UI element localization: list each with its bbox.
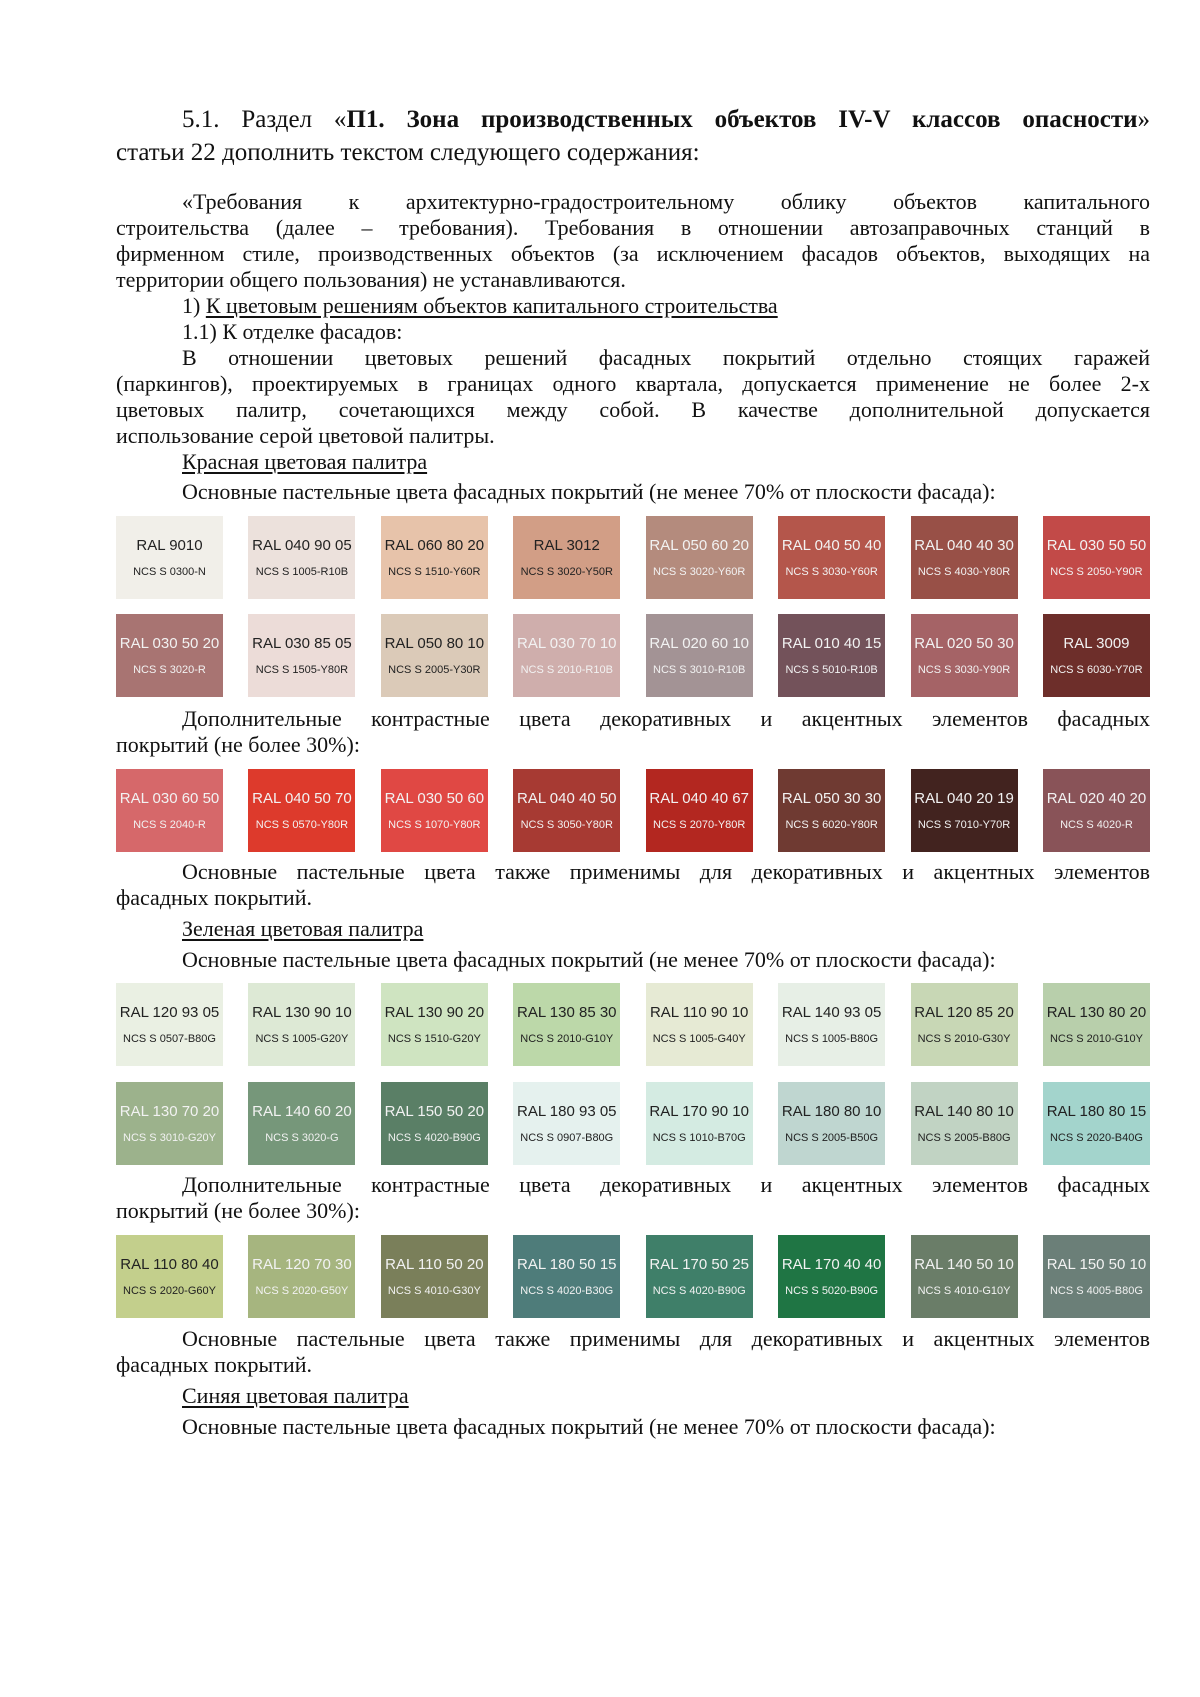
color-swatch [116,1082,223,1165]
ncs-code: NCS S 3020-Y60R [653,565,746,578]
ral-code: RAL 180 50 15 [517,1255,617,1273]
ral-code: RAL 050 30 30 [781,789,882,807]
ral-code: RAL 130 90 10 [252,1003,352,1021]
ncs-code: NCS S 3050-Y80R [520,818,613,831]
item-1-title: К цветовым решениям объектов капитального строительства [205,293,778,318]
ncs-code: NCS S 1510-G20Y [387,1032,481,1045]
ral-code: RAL 010 40 15 [781,634,882,652]
garages-line-3: цветовых палитр, сочетающихся между собой. В качестве дополнительной допускается [116,397,1150,422]
ral-code: RAL 020 60 10 [649,634,749,652]
item-1-1: 1.1) К отделке фасадов: [182,319,403,344]
ncs-code: NCS S 1010-B70G [652,1131,746,1144]
color-swatch [646,769,753,852]
ral-code: RAL 020 40 20 [1046,789,1147,807]
ral-code: RAL 150 50 10 [1046,1255,1147,1273]
color-swatch [116,983,223,1066]
ncs-code: NCS S 1505-Y80R [255,663,349,676]
ncs-code: NCS S 4010-G10Y [917,1284,1011,1297]
ral-code: RAL 040 40 67 [649,789,749,807]
green-accent-row [116,1235,1150,1318]
ncs-code: NCS S 0570-Y80R [255,818,349,831]
color-swatch [381,1082,488,1165]
ncs-code: NCS S 3020-Y50R [520,565,613,578]
ncs-code: NCS S 4020-B90G [652,1284,746,1297]
ral-code: RAL 040 50 40 [781,536,882,554]
ncs-code: NCS S 4030-Y80R [917,565,1011,578]
ncs-code: NCS S 2010-R10B [520,663,613,676]
color-swatch [248,983,355,1066]
color-swatch [778,769,885,852]
ncs-code: NCS S 1005-B80G [785,1032,879,1045]
ral-code: RAL 140 80 10 [914,1102,1014,1120]
ral-code: RAL 030 60 50 [119,789,220,807]
ncs-code: NCS S 2005-Y30R [388,663,481,676]
color-swatch [513,1082,620,1165]
section-heading-line1 [116,104,1150,136]
red-accent-caption-1: Дополнительные контрастные цвета декоративных и акцентных элементов фасадных [182,706,1150,731]
ral-code: RAL 110 50 20 [385,1255,484,1273]
color-swatch [911,516,1018,599]
document-page [116,0,1150,1697]
heading-prefix: 5.1. Раздел « [182,106,347,133]
intro-line-3: фирменном стиле, производственных объектов (за исключением фасадов объектов, выходящих на [116,241,1150,266]
ncs-code: NCS S 2010-G10Y [1049,1032,1143,1045]
ncs-code: NCS S 2020-G60Y [123,1284,216,1297]
ncs-code: NCS S 2010-G10Y [520,1032,614,1045]
ncs-code: NCS S 1005-G40Y [652,1032,746,1045]
color-swatch [513,614,620,697]
item-1 [182,292,1150,320]
ral-code: RAL 040 40 50 [517,789,617,807]
ncs-code: NCS S 0907-B80G [520,1131,614,1144]
ral-code: RAL 180 80 10 [781,1102,882,1120]
ncs-code: NCS S 3010-R10B [653,663,746,676]
garages-line-1: В отношении цветовых решений фасадных покрытий отдельно стоящих гаражей [182,345,1150,370]
ncs-code: NCS S 2005-B50G [785,1131,879,1144]
color-swatch [116,516,223,599]
color-swatch [646,1235,753,1318]
color-swatch [911,769,1018,852]
ral-code: RAL 040 20 19 [914,789,1014,807]
color-swatch [1043,1082,1150,1165]
ncs-code: NCS S 2020-B40G [1049,1131,1143,1144]
ncs-code: NCS S 3020-R [133,663,206,676]
ral-code: RAL 110 90 10 [649,1003,749,1021]
blue-palette-title: Синяя цветовая палитра [182,1383,409,1408]
color-swatch [116,769,223,852]
red-main-row-2 [116,614,1150,697]
intro-line-1: «Требования к архитектурно-градостроительному облику объектов капитального [182,189,1150,214]
ral-code: RAL 140 93 05 [781,1003,882,1021]
ral-code: RAL 050 60 20 [649,536,749,554]
ral-code: RAL 3012 [533,536,600,554]
ral-code: RAL 030 85 05 [252,634,352,652]
ncs-code: NCS S 6030-Y70R [1050,663,1143,676]
ncs-code: NCS S 2050-Y90R [1050,565,1143,578]
color-swatch [778,983,885,1066]
ncs-code: NCS S 4005-B80G [1049,1284,1143,1297]
ncs-code: NCS S 7010-Y70R [917,818,1011,831]
ral-code: RAL 130 90 20 [384,1003,485,1021]
color-swatch [778,1082,885,1165]
color-swatch [513,516,620,599]
ncs-code: NCS S 2005-B80G [917,1131,1011,1144]
color-swatch [248,614,355,697]
ncs-code: NCS S 3010-G20Y [123,1131,216,1144]
green-main-row-1 [116,983,1150,1066]
section-heading-line2: статьи 22 дополнить текстом следующего содержания: [116,139,700,166]
color-swatch [778,1235,885,1318]
color-swatch [116,1235,223,1318]
ncs-code: NCS S 1005-R10B [255,565,349,578]
ncs-code: NCS S 1510-Y60R [388,565,481,578]
intro-line-2: строительства (далее – требования). Требования в отношении автозаправочных станций в [116,215,1150,240]
ral-code: RAL 040 90 05 [252,536,352,554]
ral-code: RAL 120 93 05 [119,1003,220,1021]
red-note-line-2: фасадных покрытий. [116,885,312,910]
intro-line-4: территории общего пользования) не устанавливаются. [116,267,626,292]
garages-line-2: (паркингов), проектируемых в границах одного квартала, допускается применение не более 2-х [116,371,1150,396]
red-note-line-1: Основные пастельные цвета также применимы для декоративных и акцентных элементов [182,859,1150,884]
ral-code: RAL 030 50 50 [1046,536,1147,554]
ncs-code: NCS S 3030-Y60R [785,565,878,578]
ncs-code: NCS S 3020-G [265,1131,339,1144]
ncs-code: NCS S 1070-Y80R [388,818,481,831]
item-1-number: 1) [182,293,206,318]
green-accent-caption-1: Дополнительные контрастные цвета декоративных и акцентных элементов фасадных [182,1172,1150,1197]
ncs-code: NCS S 6020-Y80R [785,818,878,831]
color-swatch [381,1235,488,1318]
ncs-code: NCS S 2010-G30Y [917,1032,1011,1045]
color-swatch [646,614,753,697]
ncs-code: NCS S 1005-G20Y [255,1032,349,1045]
color-swatch [248,1235,355,1318]
green-accent-caption-2: покрытий (не более 30%): [116,1198,360,1223]
heading-bold-title: П1. Зона производственных объектов IV-V классов опасности [346,106,1138,133]
ral-code: RAL 150 50 20 [384,1102,485,1120]
red-accent-row [116,769,1150,852]
ncs-code: NCS S 0300-N [133,565,206,578]
red-main-caption: Основные пастельные цвета фасадных покрытий (не менее 70% от плоскости фасада): [182,479,996,504]
color-swatch [248,1082,355,1165]
color-swatch [1043,983,1150,1066]
ral-code: RAL 180 80 15 [1046,1102,1147,1120]
ncs-code: NCS S 5020-B90G [785,1284,879,1297]
ral-code: RAL 9010 [136,536,203,554]
color-swatch [116,614,223,697]
ncs-code: NCS S 4020-B30G [520,1284,614,1297]
green-note-line-1: Основные пастельные цвета также применимы для декоративных и акцентных элементов [182,1326,1150,1351]
ral-code: RAL 120 85 20 [914,1003,1014,1021]
green-main-row-2 [116,1082,1150,1165]
ral-code: RAL 140 50 10 [914,1255,1014,1273]
green-main-caption: Основные пастельные цвета фасадных покрытий (не менее 70% от плоскости фасада): [182,947,996,972]
color-swatch [911,614,1018,697]
ral-code: RAL 040 40 30 [914,536,1014,554]
ncs-code: NCS S 0507-B80G [123,1032,216,1045]
color-swatch [513,769,620,852]
ral-code: RAL 060 80 20 [384,536,485,554]
color-swatch [248,769,355,852]
color-swatch [1043,614,1150,697]
color-swatch [381,769,488,852]
color-swatch [381,614,488,697]
ral-code: RAL 130 85 30 [517,1003,617,1021]
ral-code: RAL 030 70 10 [517,634,617,652]
green-note-line-2: фасадных покрытий. [116,1352,312,1377]
red-palette-title: Красная цветовая палитра [182,449,428,474]
ncs-code: NCS S 5010-R10B [785,663,878,676]
color-swatch [513,1235,620,1318]
color-swatch [646,516,753,599]
ral-code: RAL 180 93 05 [517,1102,617,1120]
ral-code: RAL 170 40 40 [781,1255,882,1273]
ral-code: RAL 110 80 40 [120,1255,219,1273]
red-main-row-1 [116,516,1150,599]
color-swatch [1043,769,1150,852]
ncs-code: NCS S 4020-B90G [387,1131,481,1144]
color-swatch [911,1082,1018,1165]
ncs-code: NCS S 4010-G30Y [387,1284,481,1297]
color-swatch [381,983,488,1066]
ral-code: RAL 130 80 20 [1046,1003,1147,1021]
ncs-code: NCS S 2040-R [133,818,206,831]
blue-main-caption: Основные пастельные цвета фасадных покрытий (не менее 70% от плоскости фасада): [182,1414,996,1439]
garages-line-4: использование серой цветовой палитры. [116,423,495,448]
color-swatch [646,1082,753,1165]
color-swatch [1043,516,1150,599]
ral-code: RAL 040 50 70 [252,789,352,807]
ncs-code: NCS S 2070-Y80R [653,818,746,831]
green-palette-title: Зеленая цветовая палитра [182,916,424,941]
ral-code: RAL 030 50 20 [119,634,220,652]
ncs-code: NCS S 2020-G50Y [255,1284,349,1297]
ral-code: RAL 140 60 20 [252,1102,352,1120]
heading-suffix: » [1137,106,1151,133]
ral-code: RAL 020 50 30 [914,634,1014,652]
red-accent-caption-2: покрытий (не более 30%): [116,732,360,757]
ral-code: RAL 050 80 10 [384,634,485,652]
ral-code: RAL 3009 [1063,634,1130,652]
color-swatch [248,516,355,599]
ral-code: RAL 130 70 20 [119,1102,220,1120]
ral-code: RAL 030 50 60 [384,789,485,807]
color-swatch [1043,1235,1150,1318]
color-swatch [778,516,885,599]
ral-code: RAL 170 50 25 [649,1255,749,1273]
color-swatch [381,516,488,599]
ral-code: RAL 170 90 10 [649,1102,749,1120]
color-swatch [778,614,885,697]
color-swatch [646,983,753,1066]
ral-code: RAL 120 70 30 [252,1255,352,1273]
ncs-code: NCS S 4020-R [1060,818,1133,831]
ncs-code: NCS S 3030-Y90R [917,663,1011,676]
color-swatch [911,1235,1018,1318]
color-swatch [513,983,620,1066]
color-swatch [911,983,1018,1066]
